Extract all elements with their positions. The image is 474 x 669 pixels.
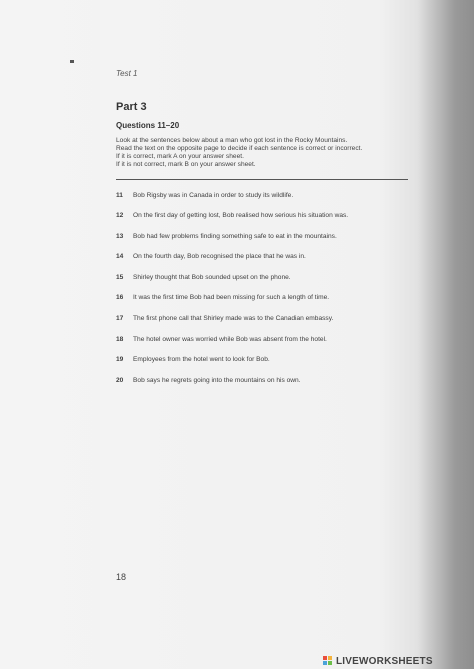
question-number: 12 (116, 212, 124, 219)
question-text: The hotel owner was worried while Bob was absent from the hotel. (133, 336, 327, 343)
question-number: 14 (116, 253, 124, 260)
page-number: 18 (116, 572, 127, 582)
question-number: 18 (116, 336, 124, 343)
question-text: Bob Rigsby was in Canada in order to study its wildlife. (133, 192, 294, 199)
divider-rule (116, 179, 408, 180)
question-number: 11 (116, 192, 123, 199)
question-text: On the fourth day, Bob recognised the place that he was in. (133, 253, 306, 260)
question-number: 17 (116, 315, 124, 322)
liveworksheets-watermark[interactable] (323, 655, 433, 667)
liveworksheets-logo-icon (323, 656, 334, 667)
question-number: 15 (116, 274, 124, 281)
question-text: Shirley thought that Bob sounded upset on the phone. (133, 274, 291, 281)
instruction-line: Read the text on the opposite page to decide if each sentence is correct or incorrect. (116, 145, 363, 152)
instruction-line: Look at the sentences below about a man who got lost in the Rocky Mountains. (116, 137, 348, 144)
question-text: Bob had few problems finding something safe to eat in the mountains. (133, 233, 337, 240)
question-text: On the first day of getting lost, Bob realised how serious his situation was. (133, 212, 349, 219)
question-text: The first phone call that Shirley made was to the Canadian embassy. (133, 315, 334, 322)
part-title: Part 3 (116, 101, 147, 113)
question-text: Employees from the hotel went to look for Bob. (133, 356, 270, 363)
watermark-text: LIVEWORKSHEETS (336, 655, 433, 667)
question-number: 20 (116, 377, 124, 384)
questions-title: Questions 11–20 (116, 121, 180, 130)
instructions (116, 137, 416, 169)
question-number: 19 (116, 356, 124, 363)
question-number: 16 (116, 294, 124, 301)
instruction-line: If it is correct, mark A on your answer sheet. (116, 153, 244, 160)
question-text: It was the first time Bob had been missing for such a length of time. (133, 294, 330, 301)
corner-mark (70, 60, 74, 63)
test-label: Test 1 (116, 69, 138, 78)
question-number: 13 (116, 233, 124, 240)
instruction-line: If it is not correct, mark B on your answer sheet. (116, 161, 256, 168)
question-text: Bob says he regrets going into the mountains on his own. (133, 377, 301, 384)
